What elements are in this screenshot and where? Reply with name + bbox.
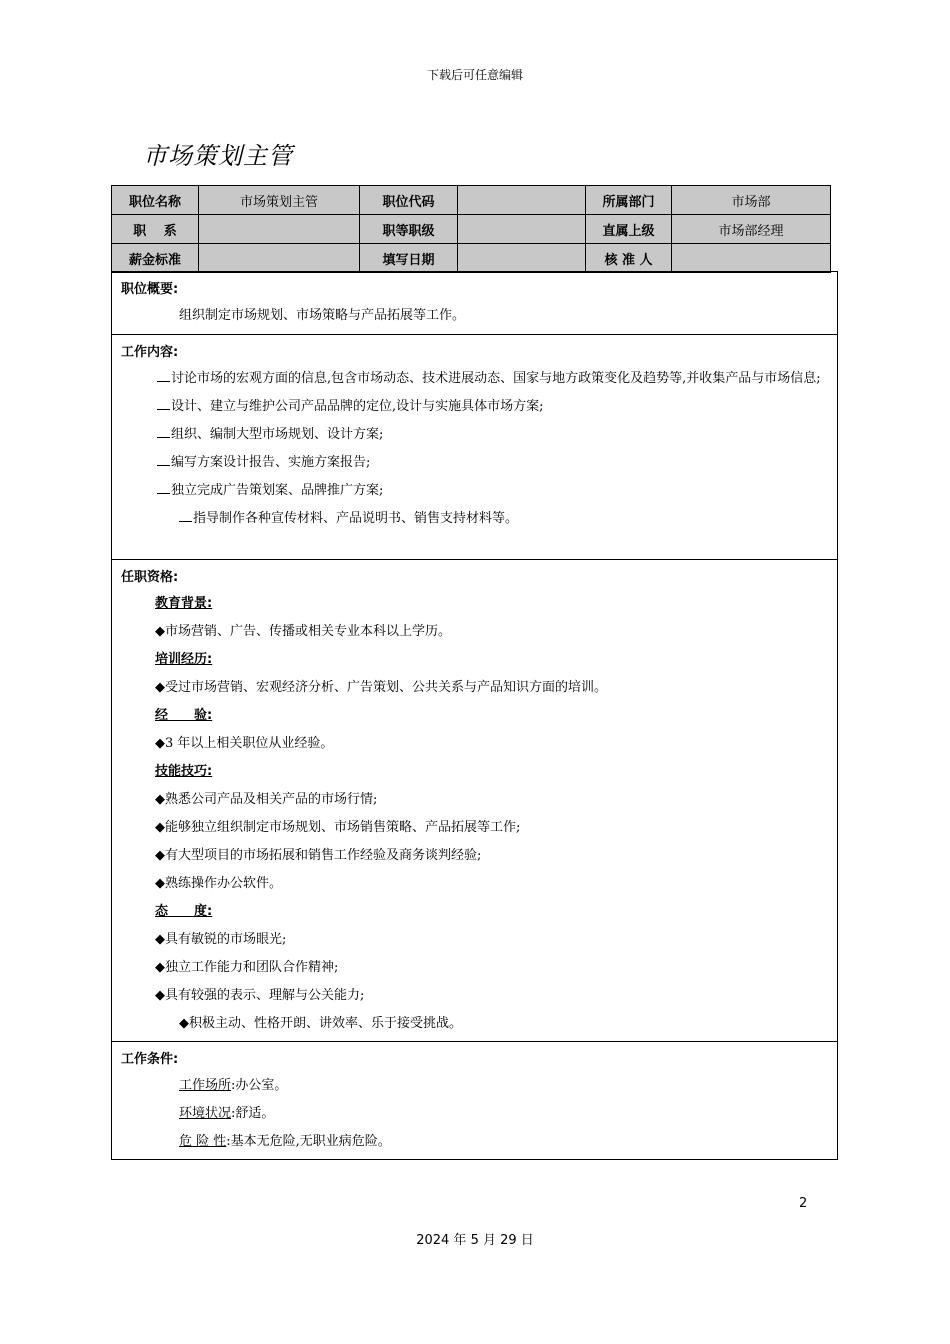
list-item: 组织、编制大型市场规划、设计方案; [121, 421, 829, 449]
list-item: ◆独立工作能力和团队合作精神; [155, 960, 339, 975]
experience-label: 经 验: [155, 708, 213, 723]
table-cell: 职位名称 [112, 186, 199, 215]
table-row [112, 186, 831, 215]
list-item: 讨论市场的宏观方面的信息,包含市场动态、技术进展动态、国家与地方政策变化及趋势等,并收集产品与市场信息; [121, 365, 829, 393]
list-item: ◆熟悉公司产品及相关产品的市场行情; [155, 792, 378, 807]
list-item: 环境状况:舒适。 [179, 1106, 275, 1121]
fill-blank [157, 451, 170, 466]
table-cell [672, 244, 831, 273]
skills-label: 技能技巧: [155, 764, 213, 779]
section-title: 工作内容: [121, 345, 179, 360]
table-cell [199, 215, 360, 244]
section-title: 职位概要: [121, 282, 179, 297]
document-title: 市场策划主管 [143, 142, 293, 170]
table-cell [199, 244, 360, 273]
training-label: 培训经历: [155, 652, 213, 667]
list-item: 工作场所:办公室。 [179, 1078, 288, 1093]
education-label: 教育背景: [155, 596, 213, 611]
overview-text: 组织制定市场规划、市场策略与产品拓展等工作。 [179, 308, 466, 323]
list-item: ◆熟练操作办公软件。 [155, 876, 282, 891]
section-title: 任职资格: [121, 570, 179, 585]
table-cell: 职等职级 [360, 215, 458, 244]
fill-blank [157, 423, 170, 438]
list-item: ◆受过市场营销、宏观经济分析、广告策划、公共关系与产品知识方面的培训。 [155, 680, 607, 695]
list-item: 设计、建立与维护公司产品品牌的定位,设计与实施具体市场方案; [121, 393, 829, 421]
table-row [112, 244, 831, 273]
overview-section [112, 272, 837, 334]
attitude-label: 态 度: [155, 904, 213, 919]
job-info-table [111, 185, 831, 273]
list-item: 独立完成广告策划案、品牌推广方案; [121, 477, 829, 505]
fill-blank [157, 367, 170, 382]
fill-blank [157, 479, 170, 494]
conditions-section [112, 1041, 837, 1159]
list-item: 危 险 性:基本无危险,无职业病危险。 [179, 1134, 391, 1149]
qualifications-section [112, 559, 837, 1041]
table-cell: 直属上级 [586, 215, 672, 244]
list-item: ◆市场营销、广告、传播或相关专业本科以上学历。 [155, 624, 451, 639]
list-item: 编写方案设计报告、实施方案报告; [121, 449, 829, 477]
table-cell: 核 准 人 [586, 244, 672, 273]
fill-blank [179, 507, 192, 522]
table-cell [458, 244, 586, 273]
duties-section [112, 334, 837, 559]
footer-date: 2024 年 5 月 29 日 [416, 1233, 534, 1248]
list-item: ◆积极主动、性格开朗、讲效率、乐于接受挑战。 [179, 1016, 462, 1031]
table-cell [458, 215, 586, 244]
header-note: 下载后可任意编辑 [426, 68, 523, 82]
list-item: ◆有大型项目的市场拓展和销售工作经验及商务谈判经验; [155, 848, 482, 863]
table-cell [458, 186, 586, 215]
page-number: 2 [799, 1196, 808, 1211]
list-item: ◆具有较强的表示、理解与公关能力; [155, 988, 365, 1003]
table-cell: 市场部经理 [672, 215, 831, 244]
fill-blank [157, 395, 170, 410]
table-row [112, 215, 831, 244]
list-item: ◆3 年以上相关职位从业经验。 [155, 736, 334, 751]
table-cell: 职 系 [112, 215, 199, 244]
table-cell: 市场策划主管 [199, 186, 360, 215]
table-cell: 填写日期 [360, 244, 458, 273]
table-cell: 市场部 [672, 186, 831, 215]
list-item: 指导制作各种宣传材料、产品说明书、销售支持材料等。 [121, 505, 829, 533]
table-cell: 薪金标准 [112, 244, 199, 273]
table-cell: 职位代码 [360, 186, 458, 215]
table-cell: 所属部门 [586, 186, 672, 215]
list-item: ◆具有敏锐的市场眼光; [155, 932, 287, 947]
list-item: ◆能够独立组织制定市场规划、市场销售策略、产品拓展等工作; [155, 820, 521, 835]
section-title: 工作条件: [121, 1052, 179, 1067]
job-description-sections [111, 271, 838, 1160]
